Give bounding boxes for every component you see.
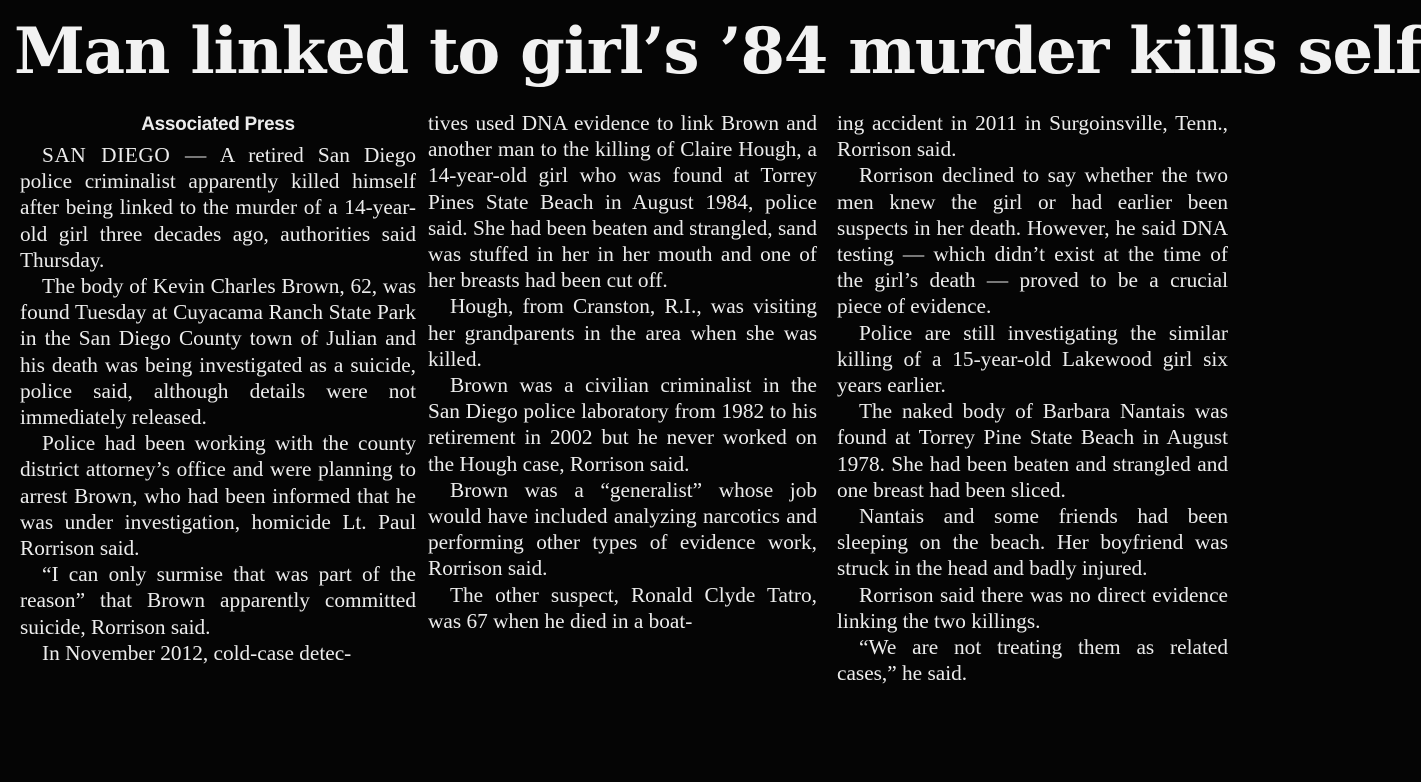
article-paragraph: Rorrison declined to say whether the two men knew the girl or had earlier been suspects in her death. However, he said DNA testing — which didn’t exist at the time of the girl’s death — proved to be a crucial piece of evidence. bbox=[837, 163, 1228, 319]
article-paragraph-continued: tives used DNA evidence to link Brown and another man to the killing of Claire Hough, a 14-year-old girl who was found at Torrey Pines State Beach in August 1984, police said. She had been beaten and strangled, sand was stuffed in her in her mouth and one of her breasts had been cut off. bbox=[428, 111, 817, 293]
article-paragraph: Police had been working with the county district attorney’s office and were planning to arrest Brown, who had been informed that he was under investigation, homicide Lt. Paul Rorrison said. bbox=[20, 431, 416, 561]
article-column-1 bbox=[20, 110, 416, 666]
article-paragraph: “We are not treating them as related cases,” he said. bbox=[837, 635, 1228, 686]
article-column-3 bbox=[837, 110, 1228, 686]
article-paragraph: The body of Kevin Charles Brown, 62, was found Tuesday at Cuyacama Ranch State Park in the San Diego County town of Julian and his death was being investigated as a suicide, police said, although details were not immediately released. bbox=[20, 274, 416, 430]
article-paragraph: Hough, from Cranston, R.I., was visiting her grandparents in the area when she was killed. bbox=[428, 294, 817, 371]
paragraph-text: A retired San Diego police criminalist apparently killed himself after being linked to the murder of a 14-year-old girl three decades ago, authorities said Thursday. bbox=[20, 143, 416, 272]
article-dateline: SAN DIEGO — bbox=[42, 143, 207, 167]
article-paragraph: Rorrison said there was no direct evidence linking the two killings. bbox=[837, 582, 1228, 633]
article-paragraph: Brown was a “generalist” whose job would have included analyzing narcotics and performing other types of evidence work, Rorrison said. bbox=[428, 477, 817, 581]
article-paragraph bbox=[20, 142, 416, 273]
article-paragraph: Brown was a civilian criminalist in the San Diego police laboratory from 1982 to his retirement in 2002 but he never worked on the Hough case, Rorrison said. bbox=[428, 373, 817, 476]
article-paragraph-continued: ing accident in 2011 in Surgoinsville, Tenn., Rorrison said. bbox=[837, 111, 1228, 162]
article-paragraph: “I can only surmise that was part of the reason” that Brown apparently committed suicide, Rorrison said. bbox=[20, 562, 416, 639]
article-headline: Man linked to girl’s ’84 murder kills self bbox=[14, 14, 1421, 89]
article-paragraph: Nantais and some friends had been sleeping on the beach. Her boyfriend was struck in the head and badly injured. bbox=[837, 504, 1228, 581]
article-paragraph: The other suspect, Ronald Clyde Tatro, was 67 when he died in a boat- bbox=[428, 582, 817, 633]
article-byline: Associated Press bbox=[141, 114, 295, 135]
article-paragraph: In November 2012, cold-case detec- bbox=[42, 640, 352, 665]
article-paragraph: Police are still investigating the similar killing of a 15-year-old Lakewood girl six years earlier. bbox=[837, 320, 1228, 398]
article-column-2 bbox=[428, 110, 817, 634]
article-paragraph: The naked body of Barbara Nantais was found at Torrey Pine State Beach in August 1978. She had been beaten and strangled and one breast had been sliced. bbox=[837, 399, 1228, 502]
